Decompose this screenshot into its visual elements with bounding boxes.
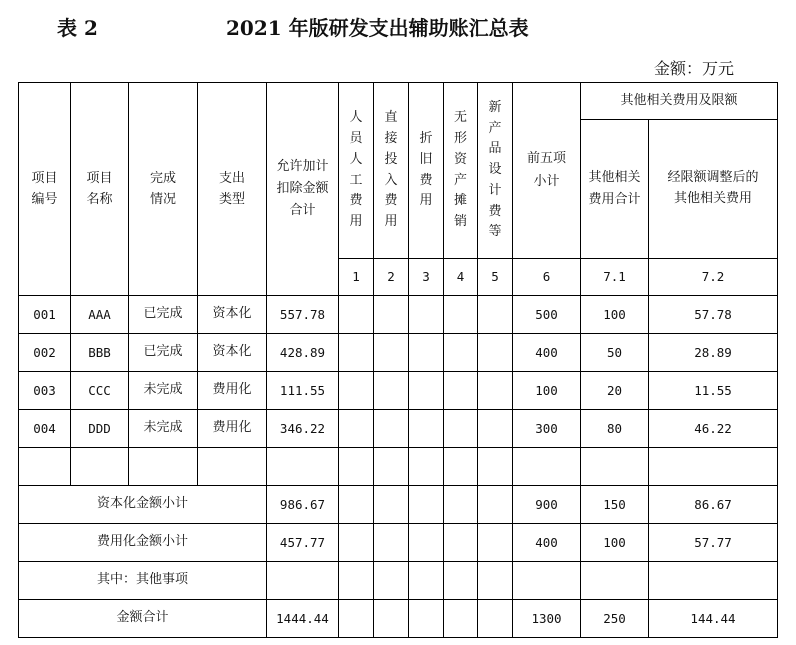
header-expense-type: 支出类型 bbox=[198, 83, 267, 296]
document-title: 2021 年版研发支出辅助账汇总表 bbox=[226, 16, 529, 40]
cell-c4 bbox=[444, 486, 478, 524]
cell-allowed bbox=[267, 562, 339, 600]
cell-c2 bbox=[374, 334, 409, 372]
cell-project-name: AAA bbox=[71, 296, 129, 334]
summary-label: 资本化金额小计 bbox=[19, 486, 267, 524]
cell-c71: 50 bbox=[581, 334, 649, 372]
table-label: 表 2 bbox=[57, 16, 98, 40]
col-number: 5 bbox=[478, 259, 513, 296]
cell-c71: 150 bbox=[581, 486, 649, 524]
unit-note: 金额：万元 bbox=[653, 59, 734, 78]
col-number: 3 bbox=[409, 259, 444, 296]
cell-allowed: 457.77 bbox=[267, 524, 339, 562]
cell-c4 bbox=[444, 296, 478, 334]
cell-allowed: 346.22 bbox=[267, 410, 339, 448]
summary-label: 费用化金额小计 bbox=[19, 524, 267, 562]
cell-type: 费用化 bbox=[198, 410, 267, 448]
cell-c4 bbox=[444, 524, 478, 562]
cell-status: 未完成 bbox=[129, 372, 198, 410]
table-row bbox=[19, 372, 778, 410]
cell-allowed: 111.55 bbox=[267, 372, 339, 410]
cell-c1 bbox=[339, 334, 374, 372]
cell-status: 已完成 bbox=[129, 296, 198, 334]
cell-c1 bbox=[339, 410, 374, 448]
cell-c6: 900 bbox=[513, 486, 581, 524]
cell-c5 bbox=[478, 448, 513, 486]
cell-c4 bbox=[444, 410, 478, 448]
cell-c5 bbox=[478, 562, 513, 600]
header-cat3: 折旧费用 bbox=[409, 83, 444, 259]
cell-c5 bbox=[478, 524, 513, 562]
cell-project-no: 004 bbox=[19, 410, 71, 448]
cell-c5 bbox=[478, 334, 513, 372]
header-project-no: 项目编号 bbox=[19, 83, 71, 296]
cell-c6 bbox=[513, 448, 581, 486]
cell-type bbox=[198, 448, 267, 486]
cell-c1 bbox=[339, 562, 374, 600]
cell-c72 bbox=[649, 562, 778, 600]
cell-c71 bbox=[581, 562, 649, 600]
header-cat2: 直接投入费用 bbox=[374, 83, 409, 259]
summary-row bbox=[19, 600, 778, 638]
header-cat4: 无形资产摊销 bbox=[444, 83, 478, 259]
table-row bbox=[19, 296, 778, 334]
cell-c4 bbox=[444, 334, 478, 372]
rd-expense-summary-table bbox=[18, 82, 778, 638]
cell-status: 未完成 bbox=[129, 410, 198, 448]
cell-c1 bbox=[339, 372, 374, 410]
cell-c3 bbox=[409, 486, 444, 524]
header-other-group: 其他相关费用及限额 bbox=[581, 83, 778, 120]
header-other-adjusted: 经限额调整后的其他相关费用 bbox=[649, 120, 778, 259]
cell-allowed: 1444.44 bbox=[267, 600, 339, 638]
cell-c2 bbox=[374, 524, 409, 562]
cell-c1 bbox=[339, 600, 374, 638]
table-row bbox=[19, 410, 778, 448]
cell-allowed: 428.89 bbox=[267, 334, 339, 372]
cell-c3 bbox=[409, 600, 444, 638]
cell-type: 费用化 bbox=[198, 372, 267, 410]
cell-project-no: 003 bbox=[19, 372, 71, 410]
cell-project-name: BBB bbox=[71, 334, 129, 372]
cell-c72: 144.44 bbox=[649, 600, 778, 638]
cell-c6: 500 bbox=[513, 296, 581, 334]
cell-type: 资本化 bbox=[198, 296, 267, 334]
header-cat6: 前五项小计 bbox=[513, 83, 581, 259]
cell-c6: 1300 bbox=[513, 600, 581, 638]
cell-c71: 250 bbox=[581, 600, 649, 638]
cell-c1 bbox=[339, 486, 374, 524]
cell-c2 bbox=[374, 296, 409, 334]
cell-allowed bbox=[267, 448, 339, 486]
cell-c71: 100 bbox=[581, 524, 649, 562]
cell-c72: 11.55 bbox=[649, 372, 778, 410]
col-number: 2 bbox=[374, 259, 409, 296]
cell-c6: 400 bbox=[513, 524, 581, 562]
cell-c72: 57.78 bbox=[649, 296, 778, 334]
cell-c5 bbox=[478, 486, 513, 524]
cell-c6: 100 bbox=[513, 372, 581, 410]
header-status: 完成情况 bbox=[129, 83, 198, 296]
cell-c71: 100 bbox=[581, 296, 649, 334]
col-number: 1 bbox=[339, 259, 374, 296]
cell-project-name: CCC bbox=[71, 372, 129, 410]
cell-c71 bbox=[581, 448, 649, 486]
cell-c72: 57.77 bbox=[649, 524, 778, 562]
cell-c2 bbox=[374, 410, 409, 448]
cell-project-no: 002 bbox=[19, 334, 71, 372]
cell-c71: 80 bbox=[581, 410, 649, 448]
cell-c72 bbox=[649, 448, 778, 486]
summary-label: 其中：其他事项 bbox=[19, 562, 267, 600]
header-project-name: 项目名称 bbox=[71, 83, 129, 296]
cell-project-no bbox=[19, 448, 71, 486]
summary-row bbox=[19, 524, 778, 562]
cell-c2 bbox=[374, 486, 409, 524]
cell-project-no: 001 bbox=[19, 296, 71, 334]
cell-c6: 400 bbox=[513, 334, 581, 372]
col-number: 6 bbox=[513, 259, 581, 296]
cell-c72: 28.89 bbox=[649, 334, 778, 372]
cell-c3 bbox=[409, 410, 444, 448]
summary-label: 金额合计 bbox=[19, 600, 267, 638]
cell-c3 bbox=[409, 524, 444, 562]
cell-c3 bbox=[409, 562, 444, 600]
header-cat1: 人员人工费用 bbox=[339, 83, 374, 259]
cell-c2 bbox=[374, 372, 409, 410]
cell-c71: 20 bbox=[581, 372, 649, 410]
summary-row bbox=[19, 562, 778, 600]
col-number: 4 bbox=[444, 259, 478, 296]
table-row bbox=[19, 334, 778, 372]
cell-project-name: DDD bbox=[71, 410, 129, 448]
cell-c6: 300 bbox=[513, 410, 581, 448]
cell-c3 bbox=[409, 296, 444, 334]
table-row bbox=[19, 448, 778, 486]
cell-project-name bbox=[71, 448, 129, 486]
header-cat5: 新产品设计费等 bbox=[478, 83, 513, 259]
cell-c4 bbox=[444, 600, 478, 638]
cell-c72: 46.22 bbox=[649, 410, 778, 448]
cell-c5 bbox=[478, 372, 513, 410]
cell-c3 bbox=[409, 448, 444, 486]
col-number: 7.1 bbox=[581, 259, 649, 296]
cell-c4 bbox=[444, 562, 478, 600]
cell-type: 资本化 bbox=[198, 334, 267, 372]
cell-status: 已完成 bbox=[129, 334, 198, 372]
cell-c6 bbox=[513, 562, 581, 600]
cell-c72: 86.67 bbox=[649, 486, 778, 524]
cell-c1 bbox=[339, 448, 374, 486]
summary-row bbox=[19, 486, 778, 524]
cell-c3 bbox=[409, 334, 444, 372]
cell-c5 bbox=[478, 296, 513, 334]
header-other-total: 其他相关费用合计 bbox=[581, 120, 649, 259]
header-allowed-total: 允许加计扣除金额合计 bbox=[267, 83, 339, 296]
cell-c5 bbox=[478, 410, 513, 448]
cell-status bbox=[129, 448, 198, 486]
cell-c2 bbox=[374, 600, 409, 638]
cell-c1 bbox=[339, 296, 374, 334]
cell-c5 bbox=[478, 600, 513, 638]
cell-c4 bbox=[444, 448, 478, 486]
cell-allowed: 986.67 bbox=[267, 486, 339, 524]
cell-c3 bbox=[409, 372, 444, 410]
cell-c2 bbox=[374, 562, 409, 600]
cell-c4 bbox=[444, 372, 478, 410]
cell-allowed: 557.78 bbox=[267, 296, 339, 334]
col-number: 7.2 bbox=[649, 259, 778, 296]
cell-c1 bbox=[339, 524, 374, 562]
cell-c2 bbox=[374, 448, 409, 486]
